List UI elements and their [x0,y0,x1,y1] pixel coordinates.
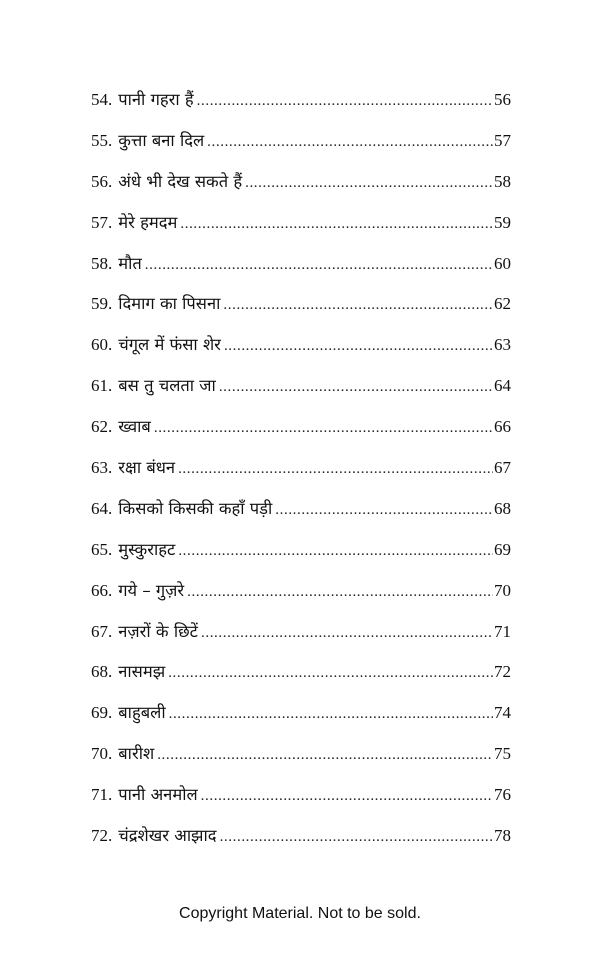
toc-entry-number: 68. [91,662,113,682]
toc-entry-number: 57. [91,212,113,232]
toc-entry [91,252,511,293]
toc-entry-title: कुत्ता बना दिल [118,130,205,150]
dot-leader [245,171,493,195]
toc-entry-page: 67 [494,458,511,478]
toc-entry [91,824,511,865]
toc-entry-page: 56 [494,90,511,109]
table-of-contents [91,88,511,865]
dot-leader [197,89,493,113]
toc-entry-page: 72 [494,662,511,682]
dot-leader [180,212,493,236]
toc-entry-page: 62 [494,294,511,314]
toc-entry-number: 61. [91,376,113,396]
toc-entry-number: 65. [91,539,113,559]
toc-entry-title: मुस्कुराहट [118,539,176,559]
toc-entry-number: 60. [91,335,113,355]
toc-entry-page: 70 [494,580,511,600]
toc-entry [91,742,511,783]
toc-entry-title: बारीश [118,744,155,764]
toc-entry-number: 63. [91,458,113,478]
toc-entry [91,620,511,661]
toc-entry [91,129,511,170]
toc-entry [91,456,511,497]
toc-entry [91,660,511,701]
toc-entry-title: चंद्रशेखर आझाद [118,826,217,846]
toc-entry-page: 74 [494,703,511,723]
dot-leader [220,825,493,849]
toc-entry-number: 71. [91,785,113,805]
dot-leader [207,130,493,154]
dot-leader [154,416,493,440]
toc-entry-page: 60 [494,253,511,273]
dot-leader [201,621,493,645]
toc-entry-number: 64. [91,498,113,518]
toc-entry-page: 68 [494,498,511,518]
copyright-footer: Copyright Material. Not to be sold. [179,905,421,922]
toc-entry [91,374,511,415]
dot-leader [275,498,493,522]
toc-entry-page: 78 [494,826,511,846]
toc-entry-page: 58 [494,171,511,191]
toc-entry-title: ख्वाब [118,417,151,437]
toc-entry [91,415,511,456]
toc-entry-page: 71 [494,621,511,641]
toc-entry-title: मेरे हमदम [118,212,178,232]
toc-entry-number: 55. [91,130,113,150]
dot-leader [219,375,493,399]
toc-entry [91,579,511,620]
toc-entry-title: पानी अनमोल [118,785,198,805]
toc-entry-number: 62. [91,417,113,437]
toc-entry-page: 75 [494,744,511,764]
toc-entry-page: 69 [494,539,511,559]
dot-leader [169,702,493,726]
dot-leader [178,539,493,563]
toc-entry-title: नासमझ [118,662,166,682]
toc-entry-number: 54. [91,90,113,109]
toc-entry [91,170,511,211]
toc-entry-number: 58. [91,253,113,273]
dot-leader [223,293,493,317]
toc-entry [91,701,511,742]
toc-entry [91,292,511,333]
dot-leader [201,784,493,808]
dot-leader [178,457,493,481]
toc-entry-title: पानी गहरा हैं [118,90,194,109]
toc-entry [91,497,511,538]
toc-entry [91,538,511,579]
toc-entry-title: किसको किसकी कहाँ पड़ी [118,498,273,518]
toc-entry [91,333,511,374]
toc-entry [91,211,511,252]
toc-entry-number: 70. [91,744,113,764]
toc-entry-page: 59 [494,212,511,232]
toc-entry-number: 72. [91,826,113,846]
toc-entry-page: 57 [494,130,511,150]
toc-entry-title: चंगूल में फंसा शेर [118,335,221,355]
toc-entry-page: 66 [494,417,511,437]
dot-leader [168,661,493,685]
toc-entry-page: 64 [494,376,511,396]
toc-entry [91,783,511,824]
toc-entry-title: बस तु चलता जा [118,376,216,396]
toc-entry-number: 56. [91,171,113,191]
dot-leader [145,253,493,277]
dot-leader [224,334,493,358]
toc-entry-number: 67. [91,621,113,641]
dot-leader [157,743,493,767]
toc-entry-title: मौत [118,253,142,273]
toc-entry-title: गये – गुज़रे [118,580,185,600]
toc-entry-title: अंधे भी देख सकते हैं [118,171,243,191]
toc-entry-number: 66. [91,580,113,600]
toc-entry [91,88,511,129]
toc-entry-number: 59. [91,294,113,314]
toc-entry-page: 63 [494,335,511,355]
dot-leader [187,580,493,604]
toc-entry-title: रक्षा बंधन [118,458,176,478]
toc-entry-title: बाहुबली [118,703,166,723]
toc-entry-page: 76 [494,785,511,805]
toc-entry-number: 69. [91,703,113,723]
toc-entry-title: दिमाग का पिसना [118,294,221,314]
toc-entry-title: नज़रों के छिटें [118,621,198,641]
